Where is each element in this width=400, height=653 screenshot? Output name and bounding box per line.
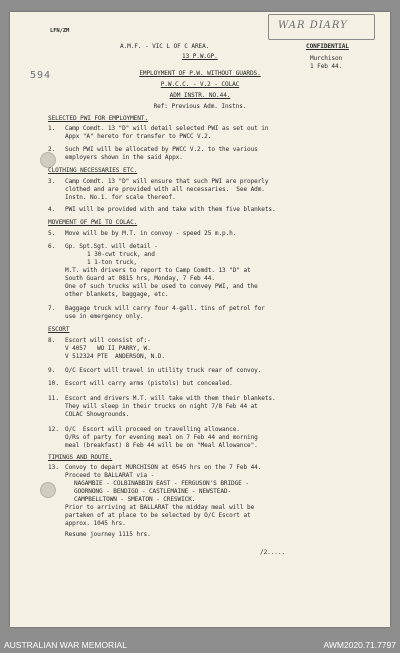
para-2-line: employers shown in the said Appx. — [65, 154, 183, 161]
footer-accession-number: AWM2020.71.7797 — [323, 640, 396, 650]
para-3-line: Camp Comdt. 13 "D" will ensure that such PWI are properly — [65, 178, 269, 185]
title-line-3: ADM INSTR. NO.44. — [169, 92, 231, 99]
para-9-line: O/C Escort will travel in utility truck rear of convoy. — [65, 367, 262, 374]
date: 1 Feb 44. — [310, 63, 343, 70]
stamped-number: 594 — [30, 70, 52, 81]
para-number: 5. — [48, 230, 56, 237]
para-5-line: Move will be by M.T. in convoy - speed 25 m.p.h. — [65, 230, 237, 237]
para-8-line: V 4057 WO II PARRY, W. — [65, 345, 151, 352]
para-13-line: Convoy to depart MURCHISON at 0545 hrs on the 7 Feb 44. — [65, 464, 262, 471]
para-12-line: O/C Escort will proceed on travelling allowance. — [65, 426, 240, 433]
header-organisation: A.M.F. - VIC L OF C AREA. — [120, 43, 210, 50]
para-number: 10. — [48, 380, 60, 387]
para-4-line: PWI will be provided with and take with them five blankets. — [65, 206, 276, 213]
para-13-line: partaken of at place to be selected by O/C Escort at — [65, 512, 251, 519]
para-13-line: GOORNONG - BENDIGO - CASTLEMAINE - NEWSTEAD- — [74, 488, 232, 495]
para-6-line: South Guard at 0815 hrs, Monday, 7 Feb 44. — [65, 275, 215, 282]
continuation-marker: /2..... — [260, 549, 285, 556]
section-heading-selected-pwi: SELECTED PWI FOR EMPLOYMENT. — [48, 115, 148, 122]
confidential-label: CONFIDENTIAL — [306, 43, 349, 50]
para-6-line: One of such trucks will be used to convey PWI, and the — [65, 283, 258, 290]
para-13-line: approx. 1045 hrs. — [65, 520, 126, 527]
para-10-line: Escort will carry arms (pistols) but concealed. — [65, 380, 233, 387]
unit-name: 13 P.W.GP. — [182, 53, 218, 60]
para-number: 11. — [48, 395, 60, 402]
para-6-line: other blankets, baggage, etc. — [65, 291, 169, 298]
document-page — [10, 12, 390, 627]
para-number: 7. — [48, 305, 56, 312]
para-number: 1. — [48, 125, 56, 132]
section-heading-timings: TIMINGS AND ROUTE. — [48, 454, 113, 461]
para-13-line: NAGAMBIE - COLBINABBIN EAST - FERGUSON'S BRIDGE - — [74, 480, 249, 487]
section-heading-movement: MOVEMENT OF PWI TO COLAC. — [48, 219, 138, 226]
para-12-line: O/Rs of party for evening meal on 7 Feb 44 and morning — [65, 434, 258, 441]
para-number: 12. — [48, 426, 60, 433]
para-6-line: M.T. with drivers to report to Camp Comdt. 13 "D" at — [65, 267, 251, 274]
punch-hole-top — [40, 152, 56, 168]
para-number: 8. — [48, 337, 56, 344]
title-line-1: EMPLOYMENT OF P.W. WITHOUT GUARDS. — [139, 70, 261, 77]
para-13-line: Resume journey 1115 hrs. — [65, 531, 151, 538]
para-1-line: Appx "A" hereto for transfer to PWCC V.2. — [65, 133, 212, 140]
place: Murchison — [310, 55, 343, 62]
para-3-line: clothed and are provided with all necessaries. See Adm. — [65, 186, 265, 193]
para-number: 2. — [48, 146, 56, 153]
handwritten-note: WAR DIARY — [278, 20, 348, 31]
para-11-line: COLAC Showgrounds. — [65, 411, 130, 418]
para-13-line: Proceed to BALLARAT via - — [65, 472, 155, 479]
file-reference: LFN/ZM — [50, 28, 70, 34]
para-6-line: 1 1-ton truck, — [87, 259, 137, 266]
title-line-2: P.W.C.C. - V.2 - COLAC — [160, 81, 240, 88]
para-number: 4. — [48, 206, 56, 213]
para-7-line: Baggage truck will carry four 4-gall. tins of petrol for — [65, 305, 265, 312]
para-13-line: Prior to arriving at BALLARAT the midday meal will be — [65, 504, 255, 511]
para-8-line: V 512324 PTE ANDERSON, N.D. — [65, 353, 165, 360]
para-number: 3. — [48, 178, 56, 185]
para-8-line: Escort will consist of:- — [65, 337, 151, 344]
para-6-line: 1 30-cwt truck, and — [87, 251, 155, 258]
section-heading-escort: ESCORT — [48, 326, 70, 333]
para-number: 13. — [48, 464, 60, 471]
section-heading-clothing: CLOTHING NECESSARIES ETC. — [48, 167, 138, 174]
para-number: 6. — [48, 243, 56, 250]
punch-hole-bottom — [40, 482, 56, 498]
para-12-line: meal (breakfast) 8 Feb 44 will be on "Meal Allowance". — [65, 442, 258, 449]
para-11-line: Escort and drivers M.T. will take with them their blankets. — [65, 395, 276, 402]
para-7-line: use in emergency only. — [65, 313, 144, 320]
para-13-line: CAMPBELLTOWN - SMEATON - CRESWICK. — [74, 496, 196, 503]
archive-footer — [0, 640, 400, 653]
para-3-line: Instn. No.1. for scale thereof. — [65, 194, 176, 201]
footer-institution: AUSTRALIAN WAR MEMORIAL — [4, 640, 127, 650]
para-1-line: Camp Comdt. 13 "D" will detail selected PWI as set out in — [65, 125, 269, 132]
para-2-line: Such PWI will be allocated by PWCC V.2. to the various — [65, 146, 258, 153]
para-11-line: They will sleep in their trucks on night 7/8 Feb 44 at — [65, 403, 258, 410]
para-6-line: Gp. Spt.Sgt. will detail - — [65, 243, 158, 250]
para-number: 9. — [48, 367, 56, 374]
reference-line: Ref: Previous Adm. Instns. — [153, 103, 247, 110]
